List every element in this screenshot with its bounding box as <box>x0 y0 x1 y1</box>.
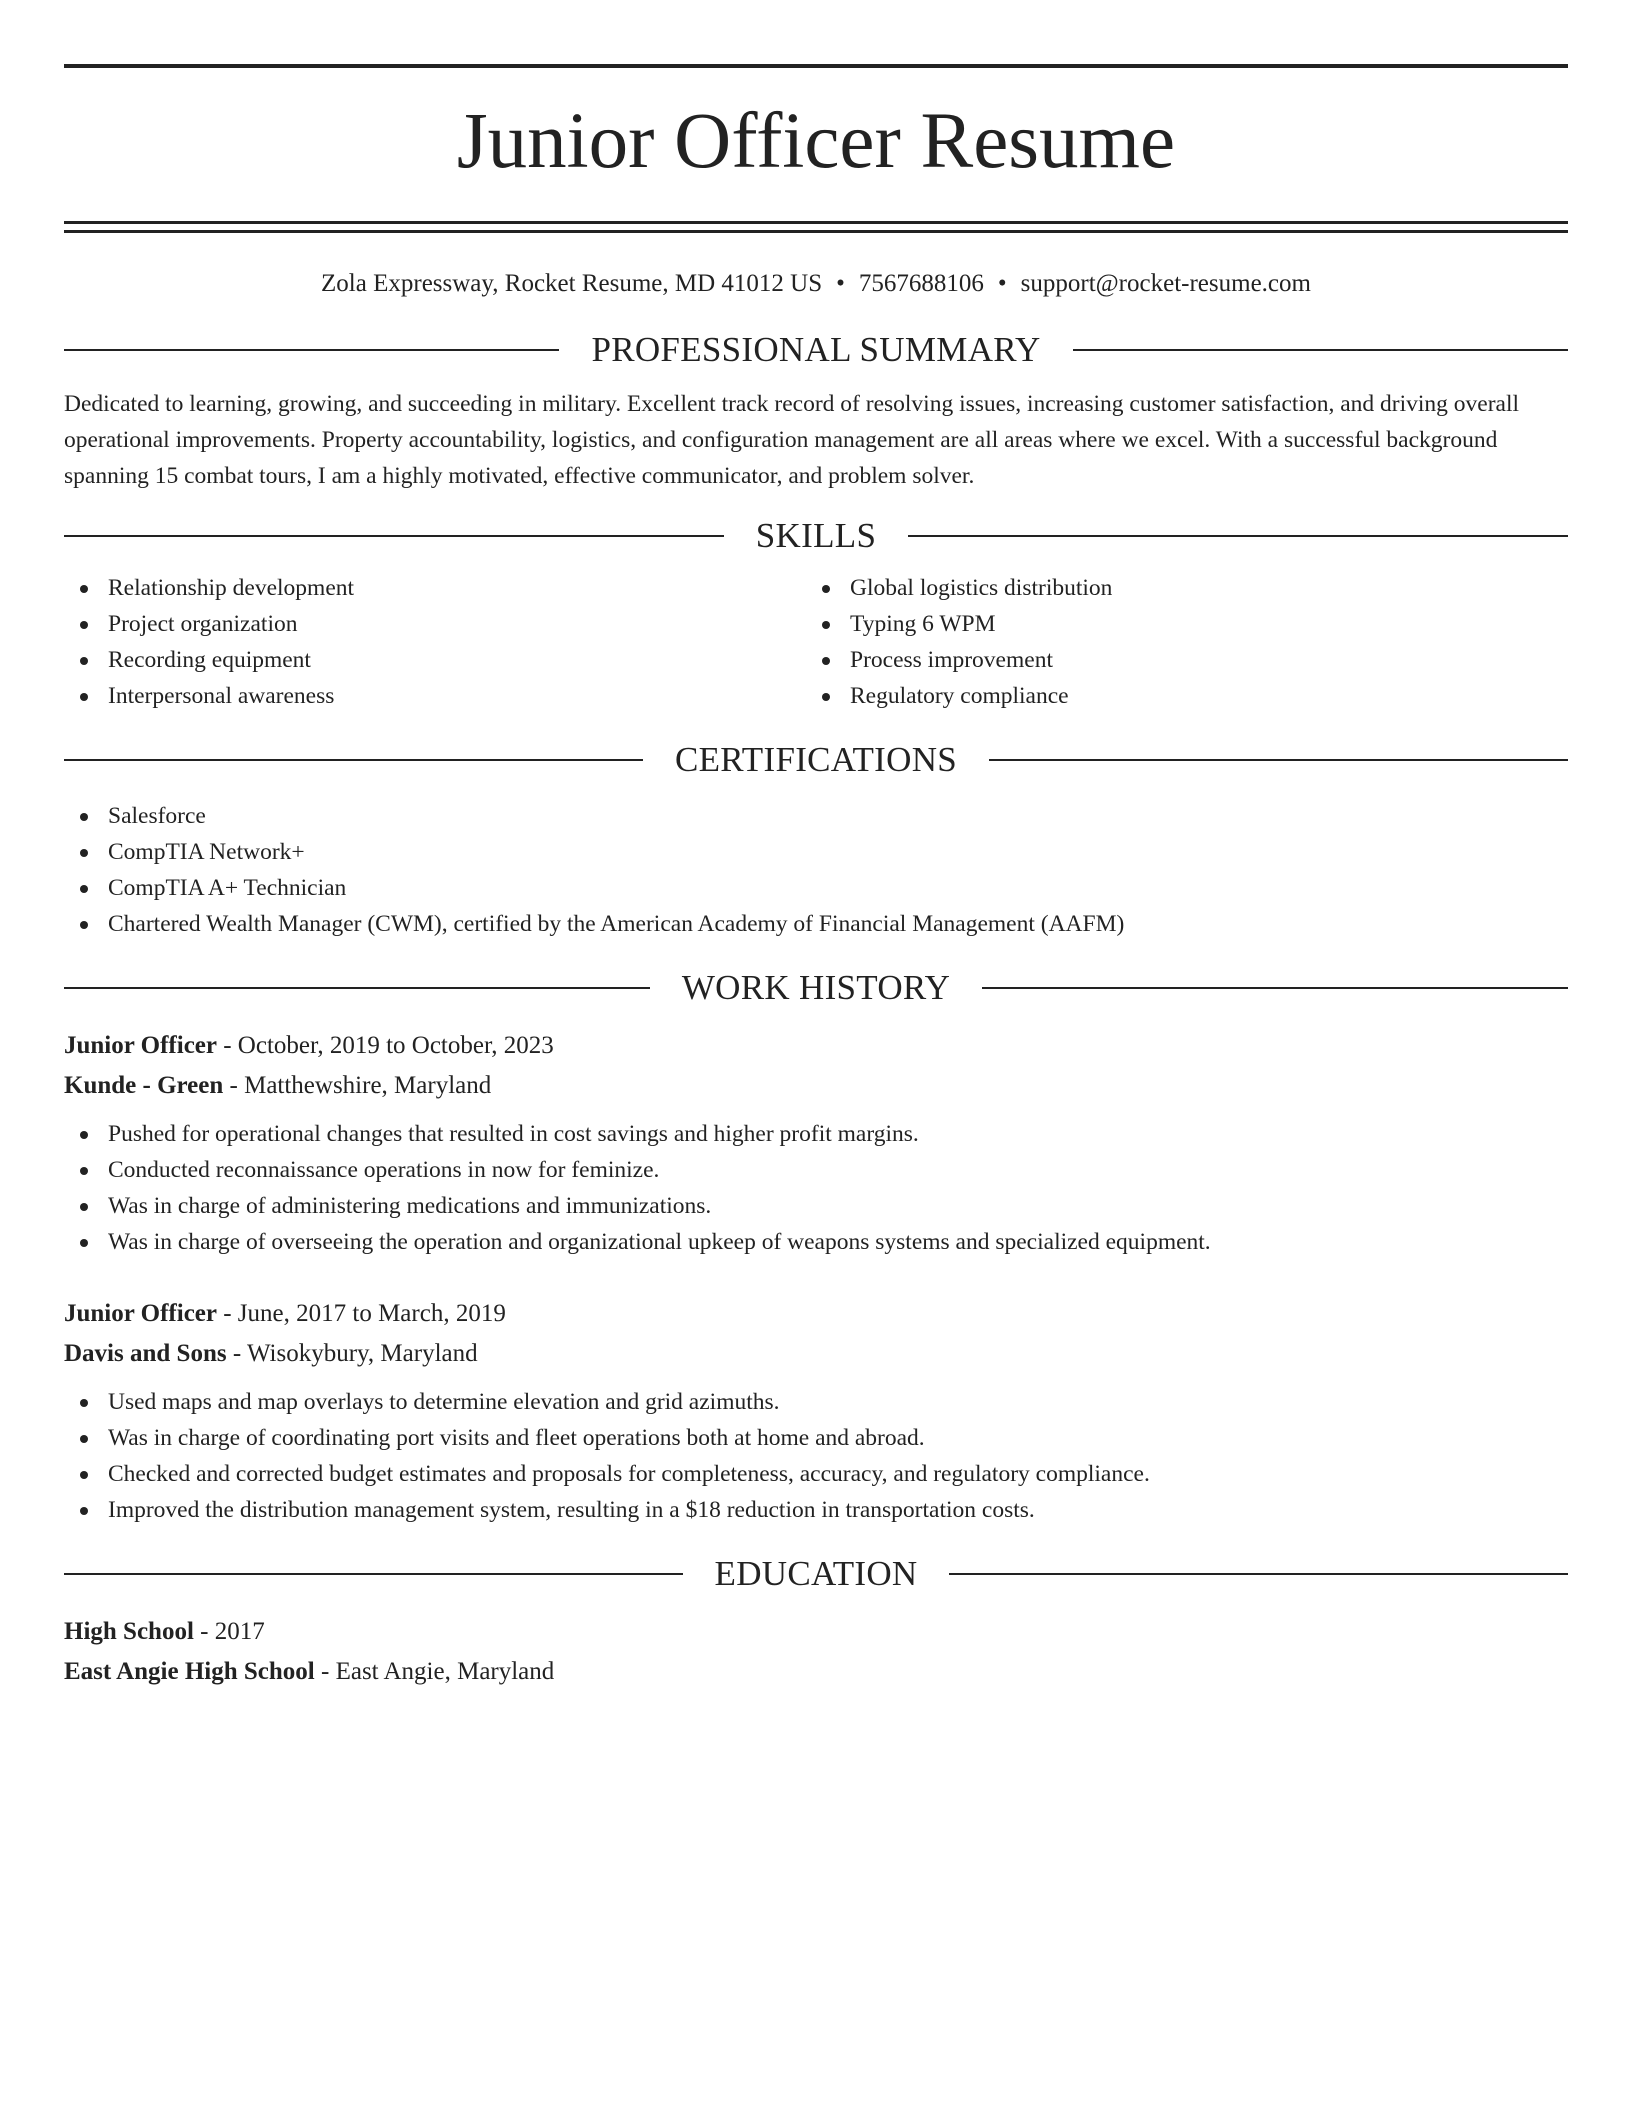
contact-separator: • <box>836 270 845 297</box>
section-title: WORK HISTORY <box>681 968 951 1007</box>
heading-rule <box>64 349 559 351</box>
job-company-line <box>64 1334 1568 1374</box>
job-duty-item: Was in charge of administering medications and immunizations. <box>64 1188 1568 1224</box>
certification-item: CompTIA A+ Technician <box>64 870 1568 906</box>
job-dates: - October, 2019 to October, 2023 <box>216 1032 554 1059</box>
education-location: - East Angie, Maryland <box>314 1658 555 1685</box>
skill-item: Regulatory compliance <box>806 678 1548 714</box>
job-title: Junior Officer <box>64 1300 217 1327</box>
heading-rule <box>989 759 1568 761</box>
certification-item: Salesforce <box>64 798 1568 834</box>
job-duty-item: Was in charge of overseeing the operation and organizational upkeep of weapons systems and specialized equipment. <box>64 1224 1568 1260</box>
job-dates: - June, 2017 to March, 2019 <box>216 1300 506 1327</box>
job-duty-item: Improved the distribution management system, resulting in a $18 reduction in transportation costs. <box>64 1492 1568 1528</box>
job-location: - Matthewshire, Maryland <box>223 1072 492 1099</box>
heading-rule <box>64 1573 683 1575</box>
skill-item: Relationship development <box>64 570 806 606</box>
job-entry <box>64 1294 1568 1528</box>
resume-page <box>64 64 1568 1692</box>
section-title: SKILLS <box>755 516 877 555</box>
contact-phone: 7567688106 <box>858 270 984 297</box>
job-duty-item: Was in charge of coordinating port visits and fleet operations both at home and abroad. <box>64 1420 1568 1456</box>
contact-address: Zola Expressway, Rocket Resume, MD 41012 US <box>321 270 823 297</box>
skill-item: Typing 6 WPM <box>806 606 1548 642</box>
skill-item: Project organization <box>64 606 806 642</box>
certification-item: CompTIA Network+ <box>64 834 1568 870</box>
job-duty-item: Pushed for operational changes that resulted in cost savings and higher profit margins. <box>64 1116 1568 1152</box>
heading-rule <box>949 1573 1568 1575</box>
job-duties-list <box>64 1384 1568 1528</box>
skill-item: Global logistics distribution <box>806 570 1548 606</box>
skill-item: Process improvement <box>806 642 1548 678</box>
skill-item: Recording equipment <box>64 642 806 678</box>
title-double-rule <box>64 221 1568 233</box>
job-duty-item: Checked and corrected budget estimates and proposals for completeness, accuracy, and regulatory compliance. <box>64 1456 1568 1492</box>
top-rule <box>64 64 1568 68</box>
job-duty-item: Conducted reconnaissance operations in now for feminize. <box>64 1152 1568 1188</box>
job-title-line <box>64 1026 1568 1066</box>
job-location: - Wisokybury, Maryland <box>226 1340 478 1367</box>
job-duty-item: Used maps and map overlays to determine elevation and grid azimuths. <box>64 1384 1568 1420</box>
skills-column-right <box>806 570 1548 714</box>
summary-text: Dedicated to learning, growing, and succeeding in military. Excellent track record of resolving issues, increasing customer satisfaction, and driving overall operational improvements. Property accountability, logistics, and configuration management are all areas where we excel. With a successful background spanning 15 combat tours, I am a highly motivated, effective communicator, and problem solver. <box>64 391 1520 489</box>
contact-separator: • <box>997 270 1007 297</box>
resume-title: Junior Officer Resume <box>456 98 1176 185</box>
job-title-line <box>64 1294 1568 1334</box>
section-heading-education <box>64 1550 1568 1598</box>
heading-rule <box>1073 349 1568 351</box>
heading-rule <box>982 987 1568 989</box>
job-duties-list <box>64 1116 1568 1260</box>
job-company: Kunde - Green <box>64 1072 224 1099</box>
education-year: - 2017 <box>193 1618 265 1645</box>
education-degree-line <box>64 1612 1568 1652</box>
education-entry <box>64 1612 1568 1692</box>
heading-rule <box>64 759 643 761</box>
section-heading-certifications <box>64 736 1568 784</box>
education-school-line <box>64 1652 1568 1692</box>
skills-list <box>64 570 1568 714</box>
education-degree: High School <box>64 1618 194 1645</box>
section-title: EDUCATION <box>714 1554 918 1593</box>
job-title: Junior Officer <box>64 1032 217 1059</box>
certification-item: Chartered Wealth Manager (CWM), certified by the American Academy of Financial Management (AAFM) <box>64 906 1568 942</box>
skills-column-left <box>64 570 806 714</box>
section-title: CERTIFICATIONS <box>674 740 958 779</box>
contact-email: support@rocket-resume.com <box>1020 270 1311 297</box>
job-company-line <box>64 1066 1568 1106</box>
job-entry <box>64 1026 1568 1260</box>
contact-line <box>64 268 1568 300</box>
education-school: East Angie High School <box>64 1658 315 1685</box>
certifications-list <box>64 798 1568 942</box>
job-company: Davis and Sons <box>64 1340 227 1367</box>
section-heading-skills <box>64 512 1568 560</box>
skill-item: Interpersonal awareness <box>64 678 806 714</box>
heading-rule <box>64 535 724 537</box>
section-heading-summary <box>64 326 1568 374</box>
section-title: PROFESSIONAL SUMMARY <box>591 330 1041 369</box>
section-heading-work-history <box>64 964 1568 1012</box>
heading-rule <box>64 987 650 989</box>
heading-rule <box>908 535 1568 537</box>
